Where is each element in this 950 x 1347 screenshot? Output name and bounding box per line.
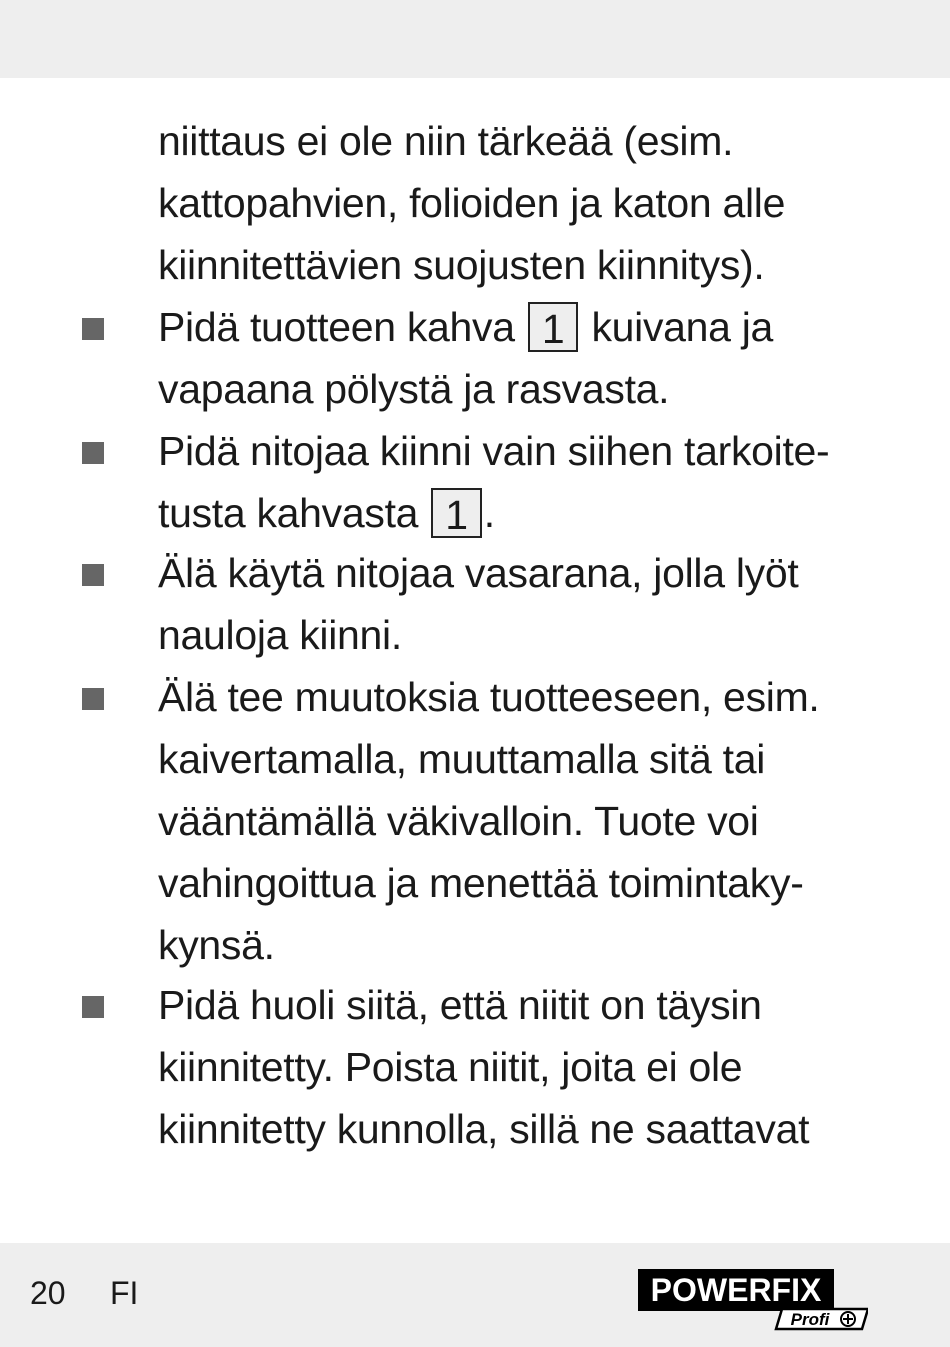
top-band — [0, 0, 950, 78]
powerfix-logo-icon — [636, 1265, 868, 1331]
text-segment: tusta kahvasta — [158, 490, 419, 536]
part-reference-box: 1 — [431, 488, 482, 538]
text-segment: . — [483, 490, 495, 536]
text-line: Pidä nitojaa kiinni vain siihen tarkoite- — [158, 428, 830, 474]
text-line: Älä tee muutoksia tuotteeseen, esim. — [158, 674, 820, 720]
text-segment: Pidä tuotteen kahva — [158, 304, 515, 350]
text-line: vääntämällä väkivalloin. Tuote voi — [158, 798, 759, 844]
text-line: kynsä. — [158, 922, 275, 968]
logo-text: POWERFIX — [650, 1272, 822, 1308]
bullet-square-icon — [82, 318, 104, 340]
bullet-square-icon — [82, 442, 104, 464]
language-code: FI — [110, 1275, 139, 1311]
text-line: kiinnitetty. Poista niitit, joita ei ole — [158, 1044, 743, 1090]
bullet-square-icon — [82, 564, 104, 586]
text-line: vapaana pölystä ja rasvasta. — [158, 366, 670, 412]
text-line: kiinnitettävien suojusten kiinnitys). — [158, 242, 765, 288]
logo-sub-text: Profi — [790, 1310, 830, 1329]
page-footer — [0, 1243, 950, 1347]
bullet-square-icon — [82, 688, 104, 710]
page-number: 20 — [30, 1275, 66, 1311]
text-line: niittaus ei ole niin tärkeää (esim. — [158, 118, 734, 164]
text-line: vahingoittua ja menettää toimintaky- — [158, 860, 804, 906]
text-line — [158, 482, 495, 544]
part-reference-box: 1 — [528, 302, 579, 352]
text-line — [158, 296, 773, 358]
text-line: nauloja kiinni. — [158, 612, 402, 658]
text-line: Älä käytä nitojaa vasarana, jolla lyöt — [158, 550, 799, 596]
text-line: kaivertamalla, muuttamalla sitä tai — [158, 736, 766, 782]
text-line: kiinnitetty kunnolla, sillä ne saattavat — [158, 1106, 810, 1152]
text-line: kattopahvien, folioiden ja katon alle — [158, 180, 786, 226]
bullet-square-icon — [82, 996, 104, 1018]
text-line: Pidä huoli siitä, että niitit on täysin — [158, 982, 762, 1028]
text-segment: kuivana ja — [591, 304, 774, 350]
